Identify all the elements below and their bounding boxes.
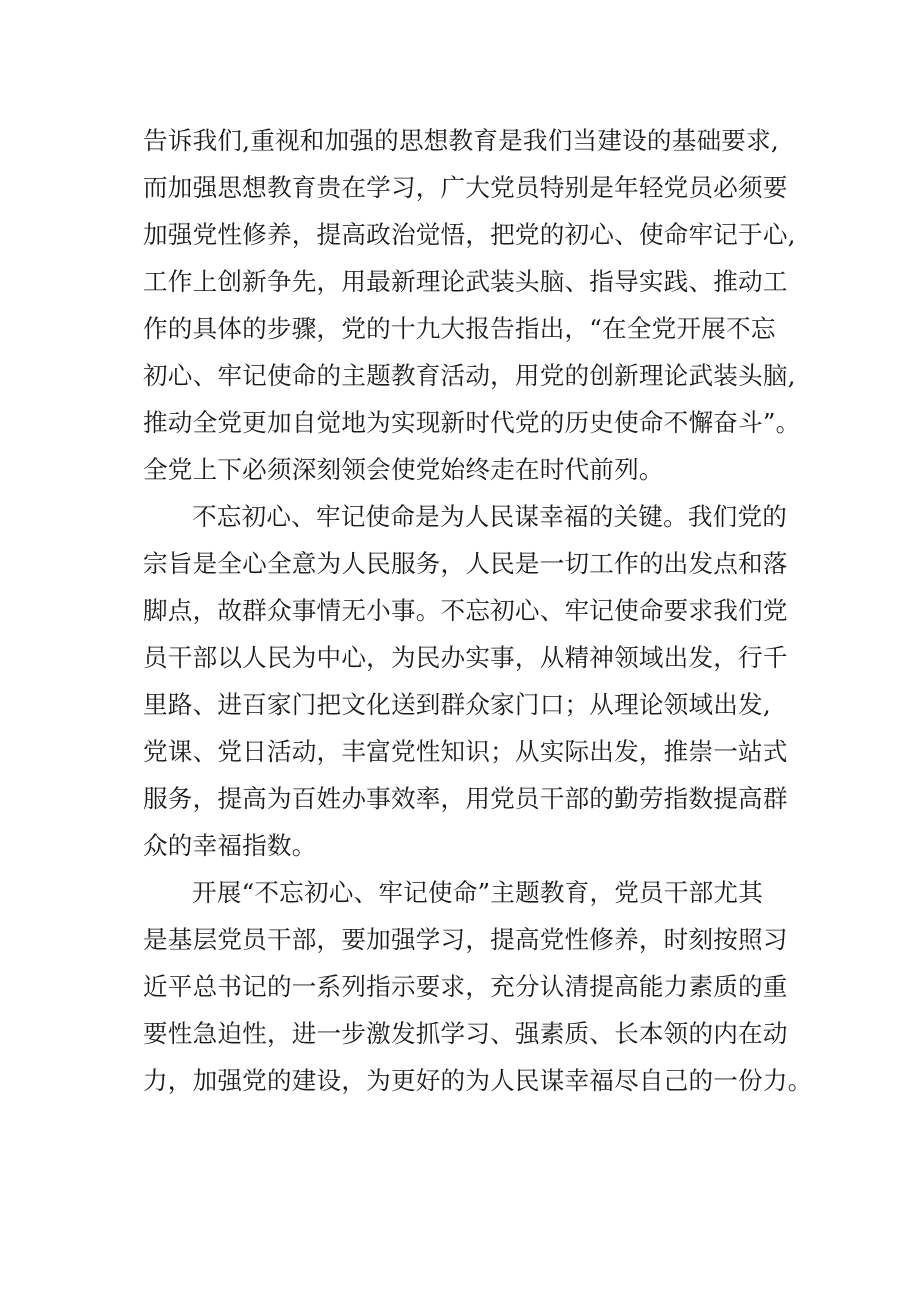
paragraph-line: 里路、进百家门把文化送到群众家门口；从理论领域出发, bbox=[143, 690, 771, 719]
paragraph-line: 不忘初心、牢记使命是为人民谋幸福的关键。我们党的 bbox=[192, 502, 788, 531]
paragraph-line: 力，加强党的建设，为更好的为人民谋幸福尽自己的一份力。 bbox=[143, 1066, 813, 1095]
paragraph-2 bbox=[143, 493, 788, 869]
paragraph-line: 初心、牢记使命的主题教育活动，用党的创新理论武装头脑, bbox=[143, 361, 796, 390]
paragraph-line: 宗旨是全心全意为人民服务，人民是一切工作的出发点和落 bbox=[143, 549, 788, 578]
paragraph-line: 推动全党更加自觉地为实现新时代党的历史使命不懈奋斗”。 bbox=[143, 408, 801, 437]
paragraph-line: 党课、党日活动，丰富党性知识；从实际出发，推崇一站式 bbox=[143, 737, 788, 766]
paragraph-line: 是基层党员干部，要加强学习，提高党性修养，时刻按照习 bbox=[143, 925, 788, 954]
paragraph-line: 告诉我们,重视和加强的思想教育是我们当建设的基础要求, bbox=[143, 126, 779, 155]
paragraph-3 bbox=[143, 869, 813, 1104]
paragraph-line: 作的具体的步骤，党的十九大报告指出，“在全党开展不忘 bbox=[143, 314, 776, 343]
paragraph-line: 脚点，故群众事情无小事。不忘初心、牢记使命要求我们党 bbox=[143, 596, 788, 625]
paragraph-1 bbox=[143, 117, 801, 493]
paragraph-line: 而加强思想教育贵在学习，广大党员特别是年轻党员必须要 bbox=[143, 173, 788, 202]
document-body bbox=[143, 117, 813, 1104]
paragraph-line: 服务，提高为百姓办事效率，用党员干部的勤劳指数提高群 bbox=[143, 784, 788, 813]
paragraph-line: 加强党性修养，提高政治觉悟，把党的初心、使命牢记于心, bbox=[143, 220, 796, 249]
paragraph-line: 众的幸福指数。 bbox=[143, 831, 317, 860]
paragraph-line: 工作上创新争先，用最新理论武装头脑、指导实践、推动工 bbox=[143, 267, 788, 296]
paragraph-line: 员干部以人民为中心，为民办实事，从精神领域出发，行千 bbox=[143, 643, 788, 672]
paragraph-line: 要性急迫性，进一步激发抓学习、强素质、长本领的内在动 bbox=[143, 1019, 788, 1048]
paragraph-line: 开展“不忘初心、牢记使命”主题教育，党员干部尤其 bbox=[192, 878, 764, 907]
paragraph-line: 近平总书记的一系列指示要求，充分认清提高能力素质的重 bbox=[143, 972, 788, 1001]
paragraph-line: 全党上下必须深刻领会使党始终走在时代前列。 bbox=[143, 455, 664, 484]
